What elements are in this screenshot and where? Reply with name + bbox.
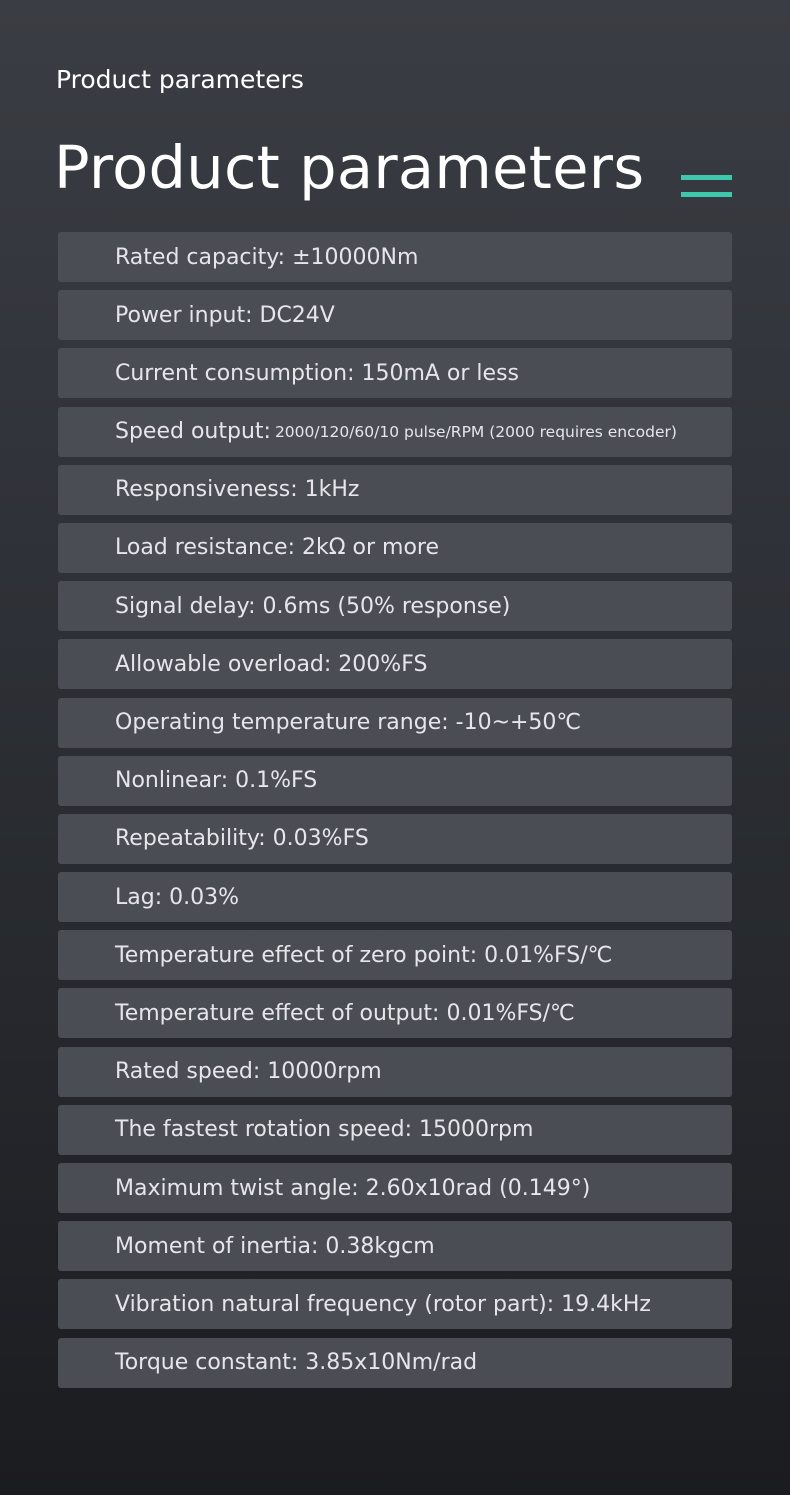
param-vibration-frequency — [58, 1279, 732, 1329]
param-load-resistance — [58, 523, 732, 573]
param-text: Allowable overload: 200%FS — [115, 651, 428, 677]
param-text: Load resistance: 2kΩ or more — [115, 535, 440, 561]
page-title: Product parameters — [54, 133, 645, 202]
param-text: Nonlinear: 0.1%FS — [115, 768, 318, 794]
param-rated-capacity — [58, 232, 732, 282]
param-text: Rated speed: 10000rpm — [115, 1059, 382, 1085]
param-text: The fastest rotation speed: 15000rpm — [115, 1117, 534, 1143]
param-text: Repeatability: 0.03%FS — [115, 826, 369, 852]
param-text: Operating temperature range: -10~+50℃ — [115, 710, 582, 735]
param-text: Temperature effect of zero point: 0.01%FS/℃ — [115, 942, 613, 968]
accent-line-bottom — [681, 192, 732, 197]
param-zero-point-temp-effect — [58, 930, 732, 980]
param-text: Moment of inertia: 0.38kgcm — [115, 1233, 435, 1259]
param-text: Power input: DC24V — [115, 302, 335, 328]
param-responsiveness — [58, 465, 732, 515]
param-signal-delay — [58, 581, 732, 631]
param-power-input — [58, 290, 732, 340]
param-text: Responsiveness: 1kHz — [115, 477, 360, 503]
param-repeatability — [58, 814, 732, 864]
param-output-temp-effect — [58, 988, 732, 1038]
param-fastest-rotation-speed — [58, 1105, 732, 1155]
param-detail: 2000/120/60/10 pulse/RPM (2000 requires encoder) — [274, 422, 677, 441]
param-allowable-overload — [58, 639, 732, 689]
accent-lines-icon — [681, 175, 732, 197]
accent-line-top — [681, 175, 732, 180]
param-text: Temperature effect of output: 0.01%FS/℃ — [115, 1000, 575, 1026]
param-nonlinear — [58, 756, 732, 806]
param-text: Torque constant: 3.85x10Nm/rad — [115, 1350, 478, 1376]
param-text: Vibration natural frequency (rotor part): 19.4kHz — [115, 1291, 651, 1317]
param-rated-speed — [58, 1047, 732, 1097]
param-text: Maximum twist angle: 2.60x10rad (0.149°) — [115, 1175, 591, 1201]
param-text: Rated capacity: ±10000Nm — [115, 244, 419, 270]
param-operating-temperature — [58, 698, 732, 748]
param-max-twist-angle — [58, 1163, 732, 1213]
param-torque-constant — [58, 1338, 732, 1388]
param-text: Lag: 0.03% — [115, 884, 239, 910]
section-label: Product parameters — [56, 65, 304, 94]
param-moment-of-inertia — [58, 1221, 732, 1271]
param-speed-output — [58, 407, 732, 457]
param-text: Current consumption: 150mA or less — [115, 360, 520, 386]
param-current-consumption — [58, 348, 732, 398]
parameter-list — [58, 232, 732, 1396]
param-text: Signal delay: 0.6ms (50% response) — [115, 593, 511, 619]
param-lag — [58, 872, 732, 922]
param-text: Speed output: — [115, 419, 271, 445]
